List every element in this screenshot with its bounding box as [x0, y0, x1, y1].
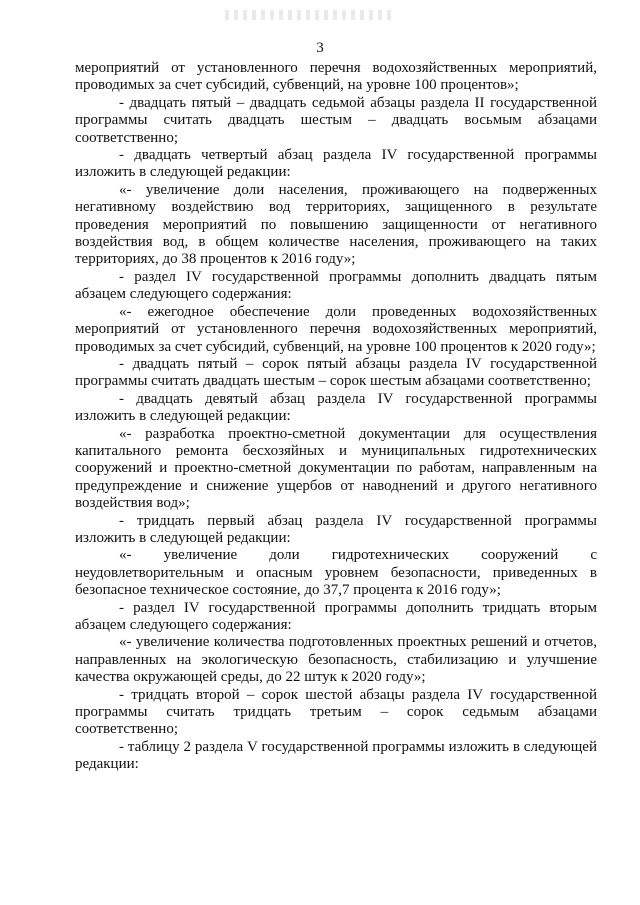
paragraph: «- увеличение количества подготовленных проектных решений и отчетов, направленных на экологическую безопасность, стабилизацию и улучшение качества окружающей среды, до 22 штук к 2020 году»; [75, 634, 597, 686]
paragraph: - двадцать пятый – сорок пятый абзацы раздела IV государственной программы считать двадцать шестым – сорок шестым абзацами соответственно; [75, 355, 597, 390]
paragraph-continuation: мероприятий от установленного перечня водохозяйственных мероприятий, проводимых за счет субсидий, субвенций, на уровне 100 процентов»; [75, 60, 597, 94]
paragraph: - тридцать второй – сорок шестой абзацы раздела IV государственной программы считать тридцать третьим – сорок седьмым абзацами соответственно; [75, 686, 597, 738]
paragraph: - двадцать пятый – двадцать седьмой абзацы раздела II государственной программы считать двадцать шестым – двадцать восьмым абзацами соответственно; [75, 94, 597, 146]
page-number: 3 [316, 40, 324, 56]
paragraph: - тридцать первый абзац раздела IV государственной программы изложить в следующей редакции: [75, 512, 597, 546]
paragraph: «- увеличение доли гидротехнических сооружений с неудовлетворительным и опасным уровнем безопасности, приведенных в безопасное техническое состояние, до 37,7 процента к 2016 году»; [75, 547, 597, 599]
paragraph: - двадцать девятый абзац раздела IV государственной программы изложить в следующей редакции: [75, 390, 597, 425]
paragraph: - таблицу 2 раздела V государственной программы изложить в следующей редакции: [75, 738, 597, 773]
paragraph: - двадцать четвертый абзац раздела IV государственной программы изложить в следующей редакции: [75, 147, 597, 181]
scan-artifact [225, 10, 395, 20]
document-body [75, 60, 597, 774]
paragraph: - раздел IV государственной программы дополнить двадцать пятым абзацем следующего содержания: [75, 268, 597, 303]
paragraph: «- увеличение доли населения, проживающего на подверженных негативному воздействию вод территориях, защищенного в результате проведения мероприятий по повышению защищенности от негативного воздействия вод, в общем количестве населения, проживающего на таких территориях, до 38 процентов к 2016 году»; [75, 181, 597, 268]
paragraph: «- ежегодное обеспечение доли проведенных водохозяйственных мероприятий от установленного перечня водохозяйственных мероприятий, проводимых за счет субсидий, субвенций, на уровне 100 процентов к 2020 году»; [75, 303, 597, 355]
paragraph: - раздел IV государственной программы дополнить тридцать вторым абзацем следующего содержания: [75, 599, 597, 633]
paragraph: «- разработка проектно-сметной документации для осуществления капитального ремонта бесхозяйных и муниципальных гидротехнических сооружений и проектно-сметной документации по работам, направленным на предупреждение и снижение ущербов от наводнений и другого негативного воздействия вод»; [75, 425, 597, 512]
